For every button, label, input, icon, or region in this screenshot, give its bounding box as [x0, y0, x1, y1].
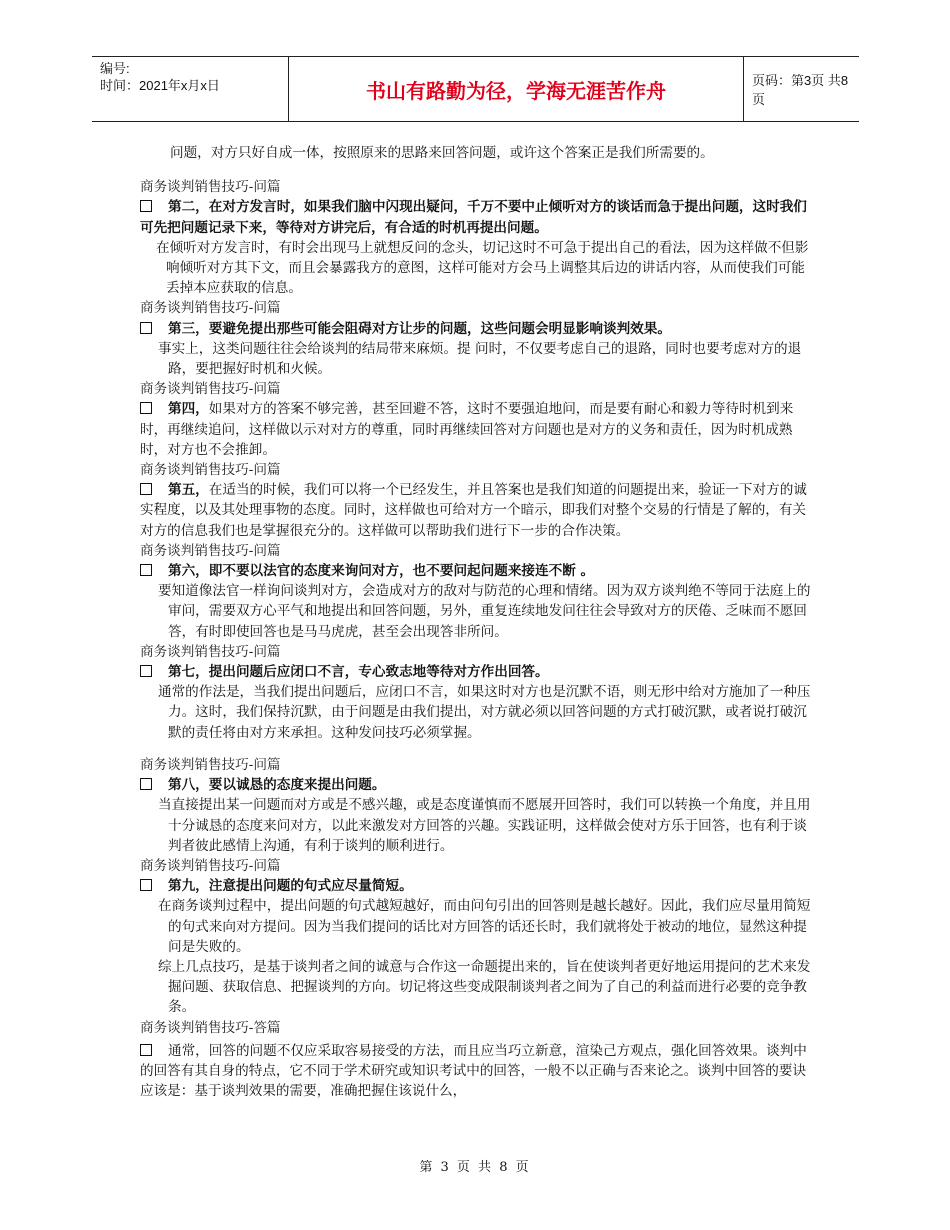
- page-footer: 第 3 页 共 8 页: [419, 1160, 531, 1175]
- header-meta: [100, 60, 285, 94]
- section-label: 商务谈判销售技巧-问篇: [140, 381, 281, 398]
- number-label: 编号:: [100, 61, 130, 76]
- paragraph: 问题，对方只好自成一体，按照原来的思路来回答问题，或许这个答案正是我们所需要的。: [170, 145, 714, 161]
- section-label: 商务谈判销售技巧-问篇: [140, 857, 281, 874]
- checkbox-icon: [140, 564, 152, 576]
- section-label: 商务谈判销售技巧-问篇: [140, 643, 281, 660]
- list-item: 第四，如果对方的答案不够完善，甚至回避不答，这时不要强迫地问，而是要有耐心和毅力等待时机到来时，再继续追问，这样做以示对对方的尊重，同时再继续回答对方问题也是对方的义务和责任，因为时机成熟时，对方也不会推卸。: [140, 401, 794, 458]
- list-item-title: 第七，提出问题后应闭口不言，专心致志地等待对方作出回答。: [140, 662, 815, 682]
- checkbox-icon: [140, 1044, 152, 1056]
- list-item: 通常，回答的问题不仅应采取容易接受的方法，而且应当巧立新意，渲染己方观点，强化回答效果。谈判中的回答有其自身的特点，它不同于学术研究或知识考试中的回答，一般不以正确与否来论之。谈判中回答的要诀应该是：基于谈判效果的需要，准确把握住该说什么，: [140, 1042, 807, 1100]
- section-label: 商务谈判销售技巧-问篇: [140, 179, 281, 196]
- section-label: 商务谈判销售技巧-答篇: [140, 1019, 281, 1036]
- header-page-info: 页码：第3页 共8页: [752, 73, 849, 107]
- checkbox-icon: [140, 879, 152, 891]
- section-label: 商务谈判销售技巧-问篇: [140, 300, 281, 317]
- paragraph: 要知道像法官一样询问谈判对方，会造成对方的敌对与防范的心理和情绪。因为双方谈判绝不等同于法庭上的审问，需要双方心平气和地提出和回答问题，另外，重复连续地发问往往会导致对方的厌倦、乏味而不愿回答，有时即使回答也是马马虎虎，甚至会出现答非所问。: [158, 583, 811, 640]
- header-motto: 书山有路勤为径，学海无涯苦作舟: [288, 57, 744, 121]
- list-item-title: 第九，注意提出问题的句式应尽量简短。: [140, 876, 815, 896]
- paragraph: 当直接提出某一问题而对方或是不感兴趣，或是态度谨慎而不愿展开回答时，我们可以转换一个角度，并且用十分诚恳的态度来问对方，以此来激发对方回答的兴趣。实践证明，这样做会使对方乐于回答，也有利于谈判者彼此感情上沟通，有利于谈判的顺利进行。: [158, 797, 811, 854]
- time-label: 时间：2021年x月x日: [100, 78, 220, 93]
- document-body: [140, 143, 815, 1101]
- list-item-title: 第三，要避免提出那些可能会阻碍对方让步的问题，这些问题会明显影响谈判效果。: [140, 319, 815, 339]
- list-item-title: 第八，要以诚恳的态度来提出问题。: [140, 775, 815, 795]
- list-item: 第五，在适当的时候，我们可以将一个已经发生，并且答案也是我们知道的问题提出来，验证一下对方的诚实程度，以及其处理事物的态度。同时，这样做也可给对方一个暗示，即我们对整个交易的行情是了解的，有关对方的信息我们也是掌握很充分的。这样做可以帮助我们进行下一步的合作决策。: [140, 482, 807, 539]
- section-label: 商务谈判销售技巧-问篇: [140, 462, 281, 479]
- checkbox-icon: [140, 778, 152, 790]
- page-header: [92, 56, 859, 122]
- checkbox-icon: [140, 665, 152, 677]
- checkbox-icon: [140, 402, 152, 414]
- paragraph: 综上几点技巧，是基于谈判者之间的诚意与合作这一命题提出来的，旨在使谈判者更好地运用提问的艺术来发掘问题、获取信息、把握谈判的方向。切记将这些变成限制谈判者之间为了自己的利益而进行必要的竞争教条。: [158, 958, 811, 1016]
- paragraph: 在倾听对方发言时，有时会出现马上就想反问的念头，切记这时不可急于提出自己的看法，因为这样做不但影响倾听对方其下文，而且会暴露我方的意图，这样可能对方会马上调整其后边的讲话内容，从而使我们可能丢掉本应获取的信息。: [156, 239, 809, 297]
- list-item-title: 第二，在对方发言时，如果我们脑中闪现出疑问，千万不要中止倾听对方的谈话而急于提出问题，这时我们可先把问题记录下来，等待对方讲完后，有合适的时机再提出问题。: [140, 199, 807, 236]
- paragraph: 在商务谈判过程中，提出问题的句式越短越好，而由问句引出的回答则是越长越好。因此，我们应尽量用简短的句式来向对方提问。因为当我们提问的话比对方回答的话还长时，我们就将处于被动的地位，显然这种提问是失败的。: [158, 898, 811, 955]
- checkbox-icon: [140, 200, 152, 212]
- list-item-title: 第六，即不要以法官的态度来询问对方，也不要问起问题来接连不断 。: [140, 561, 815, 581]
- checkbox-icon: [140, 483, 152, 495]
- paragraph: 通常的作法是，当我们提出问题后，应闭口不言，如果这时对方也是沉默不语，则无形中给对方施加了一种压力。这时，我们保持沉默，由于问题是由我们提出，对方就必须以回答问题的方式打破沉默，或者说打破沉默的责任将由对方来承担。这种发问技巧必须掌握。: [158, 684, 811, 741]
- paragraph: 事实上，这类问题往往会给谈判的结局带来麻烦。提 问时，不仅要考虑自己的退路，同时也要考虑对方的退 路，要把握好时机和火候。: [158, 340, 802, 378]
- section-label: 商务谈判销售技巧-问篇: [140, 542, 281, 559]
- checkbox-icon: [140, 322, 152, 334]
- section-label: 商务谈判销售技巧-问篇: [140, 756, 281, 773]
